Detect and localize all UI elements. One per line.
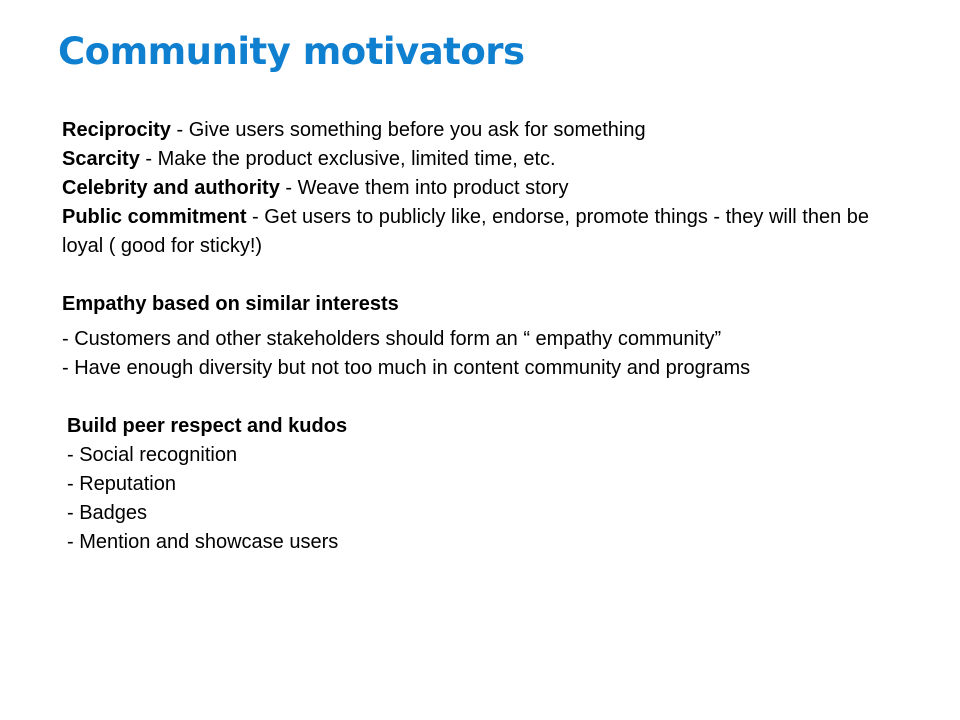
empathy-item: - Customers and other stakeholders should form an “ empathy community” <box>62 328 722 350</box>
motivator-term: Celebrity and authority <box>62 177 280 199</box>
motivator-description: Make the product exclusive, limited time, etc. <box>157 148 556 170</box>
peer-respect-item: - Reputation <box>67 473 176 495</box>
motivators-list <box>62 116 882 261</box>
motivator-item-reciprocity <box>62 116 882 145</box>
motivator-term: Scarcity <box>62 148 140 170</box>
motivator-item-celebrity <box>62 174 882 203</box>
peer-respect-heading: Build peer respect and kudos <box>67 415 348 437</box>
motivator-term: Reciprocity <box>62 119 171 141</box>
slide-title: Community motivators <box>58 30 525 73</box>
peer-respect-item: - Badges <box>67 502 148 524</box>
motivator-separator: - <box>170 119 189 141</box>
slide-body <box>62 116 882 557</box>
peer-respect-section <box>67 412 882 557</box>
motivator-separator: - <box>279 177 298 199</box>
empathy-section <box>62 290 882 319</box>
peer-respect-item: - Mention and showcase users <box>67 531 339 553</box>
motivator-description: Get users to publicly like, endorse, promote things - they will then be loyal ( good for sticky!) <box>62 206 870 257</box>
motivator-separator: - <box>139 148 158 170</box>
empathy-item: - Have enough diversity but not too much in content community and programs <box>62 357 751 379</box>
motivator-separator: - <box>246 206 265 228</box>
motivator-description: Give users something before you ask for something <box>188 119 646 141</box>
peer-respect-item: - Social recognition <box>67 444 238 466</box>
empathy-list <box>62 325 882 383</box>
motivator-description: Weave them into product story <box>297 177 569 199</box>
motivator-term: Public commitment <box>62 206 247 228</box>
empathy-heading: Empathy based on similar interests <box>62 293 399 315</box>
motivator-item-public-commitment <box>62 203 882 261</box>
motivator-item-scarcity <box>62 145 882 174</box>
